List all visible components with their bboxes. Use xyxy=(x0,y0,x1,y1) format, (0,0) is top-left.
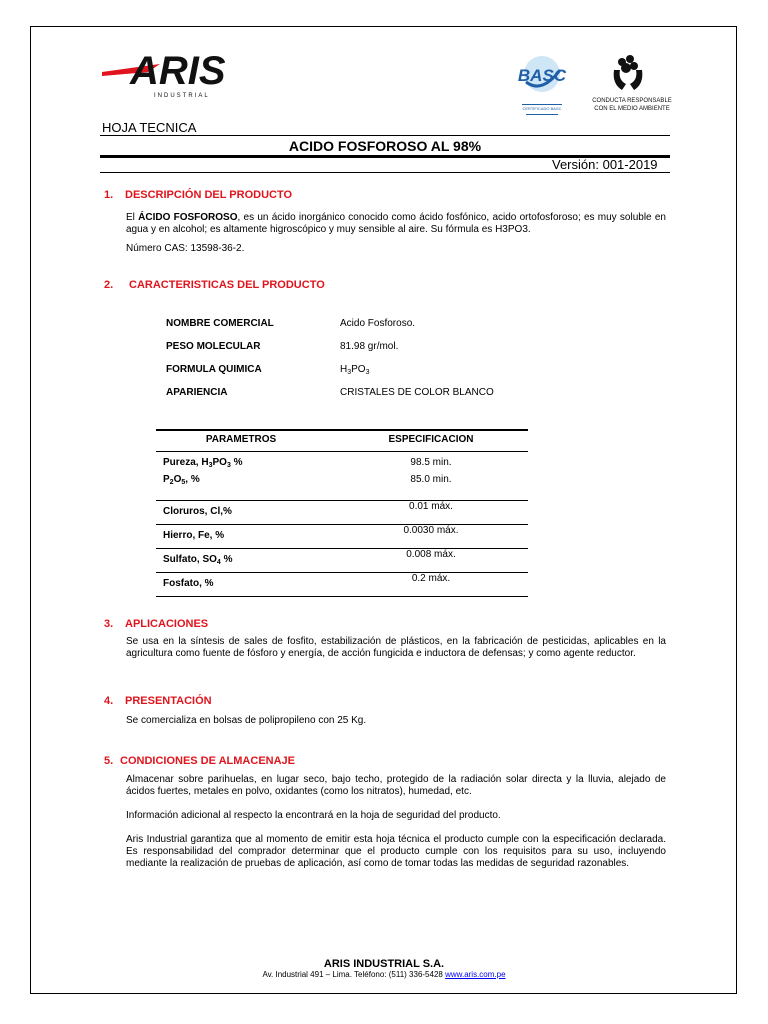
aris-logo xyxy=(100,44,225,102)
prop-value: 81.98 gr/mol. xyxy=(340,341,399,352)
section-1-paragraph xyxy=(126,212,666,236)
section-title: PRESENTACIÓN xyxy=(125,695,212,707)
version-label: Versión: 001-2019 xyxy=(552,157,658,172)
table-param: Pureza, $H_3PO_3$ % xyxy=(163,457,243,469)
website-link[interactable]: www.aris.com.pe xyxy=(445,970,506,979)
section-number: 5. xyxy=(104,755,114,767)
text-run: El xyxy=(126,212,139,223)
section-number: 1. xyxy=(104,189,114,201)
section-number: 4. xyxy=(104,695,114,707)
footer-company: ARIS INDUSTRIAL S.A. xyxy=(323,958,445,970)
basc-caption: CERTIFICADO BASC xyxy=(522,106,562,111)
brand-text: ARIS xyxy=(130,49,225,93)
table-header-param: PARAMETROS xyxy=(205,434,277,445)
prop-label: APARIENCIA xyxy=(166,387,228,398)
section-title: CARACTERISTICAS DEL PRODUCTO xyxy=(129,279,325,291)
section-5-paragraph-3: Aris Industrial garantiza que al momento de emitir esta hoja técnica el producto cumple con la especificación declarada. Es responsabilidad del comprador determinar que el producto cumple con los requisitos para su uso, incluyendo mediante la realización de pruebas de aplicación, así como de tomar todas las medidas de seguridad razonables. xyxy=(126,834,666,869)
product-name: ÁCIDO FOSFOROSO xyxy=(138,212,238,223)
basc-logo xyxy=(508,52,576,122)
prop-label: PESO MOLECULAR xyxy=(166,341,261,352)
table-spec: 98.5 min. xyxy=(410,457,452,468)
prop-value: Acido Fosforoso. xyxy=(340,318,416,329)
section-title: DESCRIPCIÓN DEL PRODUCTO xyxy=(125,189,293,201)
footer-address xyxy=(0,970,768,979)
section-3-paragraph: Se usa en la síntesis de sales de fosfito, estabilización de plásticos, en la fabricación de pesticidas, aplicables en la agricultura como fuente de fósforo y energía, de acción fungicida e inductora de defensas; y como agente reductor. xyxy=(126,636,666,659)
table-spec: 0.0030 máx. xyxy=(403,525,459,536)
address-text: Av. Industrial 491 – Lima. Teléfono: (511) 336-5428 xyxy=(262,970,446,979)
cr-caption-1: CONDUCTA RESPONSABLE xyxy=(592,98,672,104)
section-5-paragraph-1: Almacenar sobre parihuelas, en lugar seco, bajo techo, protegido de la radiación solar directa y la lluvia, alejado de ácidos fuertes, metales en polvo, oxidantes (como los nitratos), humedad, etc. xyxy=(126,774,666,797)
section-5-paragraph-2: Información adicional al respecto la encontrará en la hoja de seguridad del producto. xyxy=(126,810,501,821)
brand-sub-text: INDUSTRIAL xyxy=(154,93,210,99)
section-4-paragraph: Se comercializa en bolsas de polipropileno con 25 Kg. xyxy=(126,715,367,726)
header-rule-top xyxy=(100,135,670,136)
document-type: HOJA TECNICA xyxy=(102,120,197,135)
table-rule xyxy=(156,596,528,597)
section-title: APLICACIONES xyxy=(125,618,209,630)
page-title: ACIDO FOSFOROSO AL 98% xyxy=(288,138,482,154)
table-rule xyxy=(156,429,528,431)
prop-label: NOMBRE COMERCIAL xyxy=(166,318,274,329)
table-header-spec: ESPECIFICACION xyxy=(388,434,474,445)
table-param: $P_2O_5$, % xyxy=(163,474,200,486)
table-spec: 0.01 máx. xyxy=(409,501,453,512)
table-spec: 85.0 min. xyxy=(410,474,452,485)
section-title: CONDICIONES DE ALMACENAJE xyxy=(120,755,295,767)
prop-value-formula: $H_3PO_3$ xyxy=(340,364,370,376)
table-rule xyxy=(156,451,528,452)
section-number: 2. xyxy=(104,279,114,291)
basc-text: BASC xyxy=(517,66,567,85)
header-rule-bottom xyxy=(100,172,670,173)
table-spec: 0.2 máx. xyxy=(411,573,451,584)
table-param: Sulfato, $SO_4$ % xyxy=(163,554,233,566)
cas-number: Número CAS: 13598-36-2. xyxy=(126,243,245,254)
cr-caption-2: CON EL MEDIO AMBIENTE xyxy=(594,106,670,112)
section-number: 3. xyxy=(104,618,114,630)
prop-label: FORMULA QUIMICA xyxy=(166,364,262,375)
table-spec: 0.008 máx. xyxy=(406,549,456,560)
table-param: Fosfato, % xyxy=(163,578,214,589)
prop-value: CRISTALES DE COLOR BLANCO xyxy=(340,387,494,398)
table-param: Hierro, Fe, % xyxy=(163,530,225,541)
text-run: , es un ácido inorgánico conocido como ácido fosfónico, acido ortofosforoso; es muy soluble en agua y en alcohol; es altamente higroscópico y muy sensible al aire. Su fórmula es H3PO3. xyxy=(126,212,666,235)
responsible-care-logo xyxy=(592,52,672,124)
table-param: Cloruros, Cl,% xyxy=(163,506,232,517)
